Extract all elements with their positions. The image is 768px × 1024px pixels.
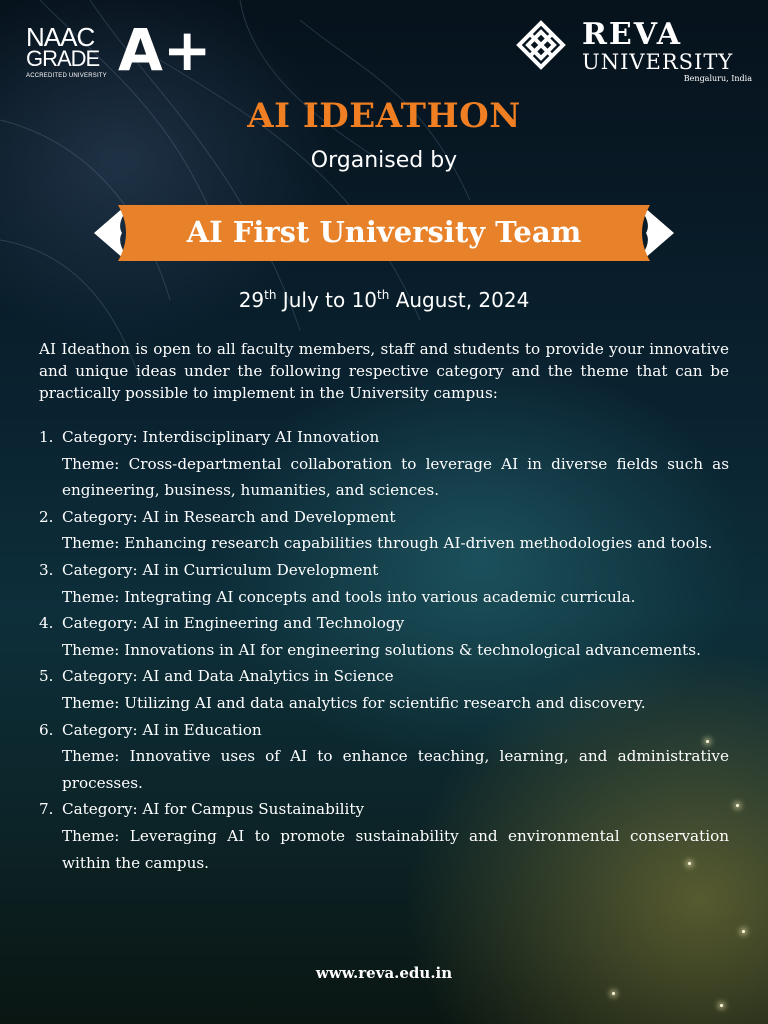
naac-logo xyxy=(26,16,212,84)
city-text: Bengaluru, India xyxy=(683,74,752,83)
item-number: 2. xyxy=(39,507,54,526)
item-number: 6. xyxy=(39,720,54,739)
event-dates xyxy=(0,288,768,312)
item-category: Category: AI in Engineering and Technology xyxy=(62,614,405,633)
start-suffix: th xyxy=(264,288,277,302)
list-item xyxy=(39,610,729,663)
naac-text: NAAC xyxy=(26,22,95,52)
reva-knot-icon xyxy=(516,20,566,70)
item-number: 3. xyxy=(39,560,54,579)
item-category: Category: Interdisciplinary AI Innovation xyxy=(62,428,380,446)
list-item xyxy=(39,663,729,716)
item-theme: Theme: Cross-departmental collaboration to leverage AI in diverse fields such as engineering, business, humanities, and sciences. xyxy=(62,454,729,500)
list-item xyxy=(39,557,729,610)
page-title: AI IDEATHON xyxy=(247,96,521,136)
website-link[interactable]: www.reva.edu.in xyxy=(315,964,453,982)
item-category: Category: AI for Campus Sustainability xyxy=(62,800,365,819)
end-suffix: th xyxy=(377,288,390,302)
item-number: 1. xyxy=(39,428,54,446)
intro-paragraph: AI Ideathon is open to all faculty members, staff and students to provide your innovative and unique ideas under the following respective category and the theme that can be practically possible to implement in the University campus: xyxy=(39,340,729,402)
sparkle-decoration xyxy=(742,930,745,933)
category-list xyxy=(39,424,729,876)
start-day: 29 xyxy=(238,288,265,312)
item-theme: Theme: Leveraging AI to promote sustainability and environmental conservation within the campus. xyxy=(62,826,729,872)
sparkle-decoration xyxy=(612,992,615,995)
item-category: Category: AI in Curriculum Development xyxy=(62,560,379,579)
organised-by-text: Organised by xyxy=(310,148,458,173)
grade-value: A+ xyxy=(118,16,212,84)
list-item xyxy=(39,424,729,504)
item-theme: Theme: Enhancing research capabilities through AI-driven methodologies and tools. xyxy=(62,534,713,553)
organiser-name: AI First University Team xyxy=(186,215,582,249)
list-item xyxy=(39,796,729,876)
accredited-text: ACCREDITED UNIVERSITY xyxy=(26,73,107,79)
item-category: Category: AI in Education xyxy=(62,720,262,739)
sparkle-decoration xyxy=(736,804,739,807)
university-text: UNIVERSITY xyxy=(582,50,734,74)
end-day: 10 xyxy=(351,288,378,312)
end-rest: August, 2024 xyxy=(389,288,530,312)
item-number: 7. xyxy=(39,800,54,819)
item-number: 5. xyxy=(39,667,54,686)
item-theme: Theme: Integrating AI concepts and tools into various academic curricula. xyxy=(62,587,636,606)
item-theme: Theme: Utilizing AI and data analytics for scientific research and discovery. xyxy=(62,693,646,712)
item-theme: Theme: Innovative uses of AI to enhance teaching, learning, and administrative processes. xyxy=(62,747,729,792)
sparkle-decoration xyxy=(720,1004,723,1007)
grade-text: GRADE xyxy=(26,46,100,71)
start-rest: July to xyxy=(276,288,352,312)
reva-logo xyxy=(516,18,756,88)
list-item xyxy=(39,717,729,797)
item-number: 4. xyxy=(39,614,54,633)
reva-text: REVA xyxy=(582,17,683,52)
list-item xyxy=(39,504,729,557)
item-theme: Theme: Innovations in AI for engineering solutions & technological advancements. xyxy=(62,640,701,659)
item-category: Category: AI and Data Analytics in Science xyxy=(62,667,394,686)
item-category: Category: AI in Research and Development xyxy=(62,507,396,526)
